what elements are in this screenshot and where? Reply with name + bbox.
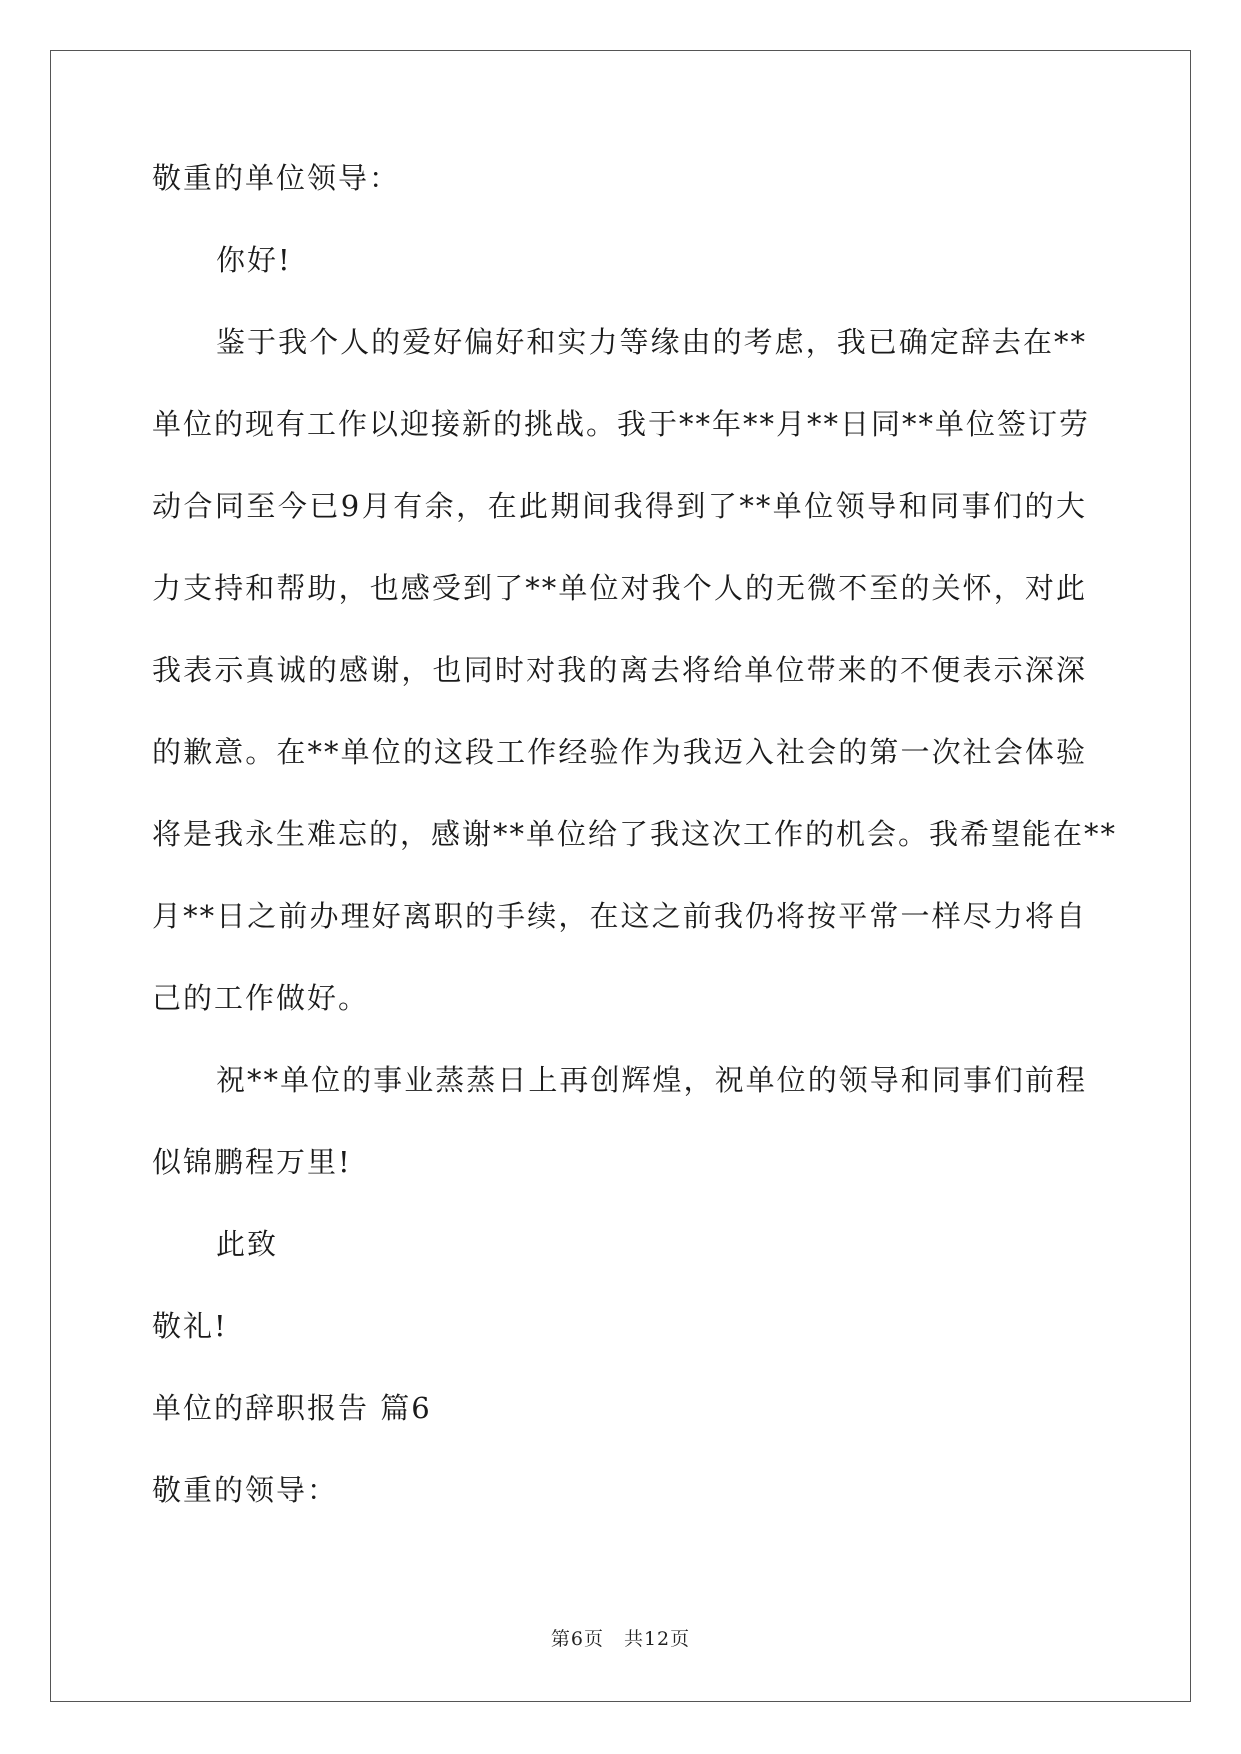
paragraph-line: 似锦鹏程万里! <box>152 1145 352 1179</box>
section-heading: 单位的辞职报告 篇6 <box>152 1391 432 1425</box>
closing-phrase: 此致 <box>216 1227 279 1261</box>
page-number: 第6页 共12页 <box>550 1628 691 1650</box>
letter-body <box>152 160 1118 1554</box>
paragraph-line: 我表示真诚的感谢，也同时对我的离去将给单位带来的不便表示深深 <box>152 653 1087 687</box>
paragraph-line: 己的工作做好。 <box>152 981 370 1015</box>
salutation: 敬重的单位领导： <box>152 161 401 195</box>
salutation: 敬重的领导： <box>152 1473 339 1507</box>
paragraph-line: 月**日之前办理好离职的手续，在这之前我仍将按平常一样尽力将自 <box>152 899 1087 933</box>
paragraph-line: 动合同至今已9月有余，在此期间我得到了**单位领导和同事们的大 <box>152 489 1087 523</box>
paragraph-line: 祝**单位的事业蒸蒸日上再创辉煌，祝单位的领导和同事们前程 <box>216 1063 1087 1097</box>
paragraph-line: 力支持和帮助，也感受到了**单位对我个人的无微不至的关怀，对此 <box>152 571 1087 605</box>
paragraph-line: 单位的现有工作以迎接新的挑战。我于**年**月**日同**单位签订劳 <box>152 407 1091 441</box>
closing-salute: 敬礼! <box>152 1309 228 1343</box>
paragraph-line: 的歉意。在**单位的这段工作经验作为我迈入社会的第一次社会体验 <box>152 735 1087 769</box>
paragraph-line: 将是我永生难忘的，感谢**单位给了我这次工作的机会。我希望能在** <box>152 817 1118 851</box>
paragraph-line: 鉴于我个人的爱好偏好和实力等缘由的考虑，我已确定辞去在** <box>216 325 1087 359</box>
greeting: 你好! <box>216 243 292 277</box>
